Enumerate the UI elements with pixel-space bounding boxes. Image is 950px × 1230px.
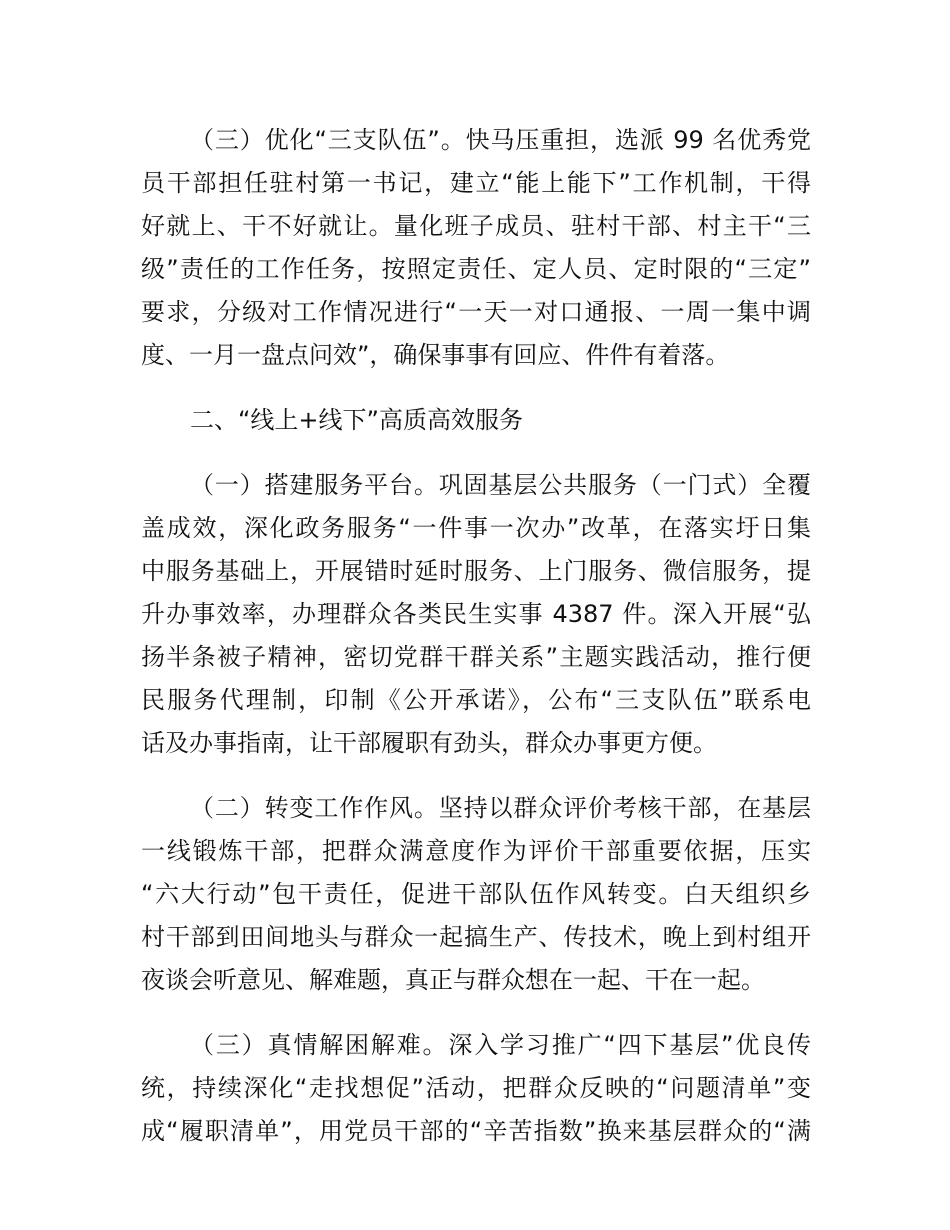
text-line: 升办事效率，办理群众各类民生实事 4387 件。深入开展“弘 [141, 600, 811, 628]
text-line: 盖成效，深化政务服务“一件事一次办”改革，在落实圩日集 [141, 514, 811, 542]
text-line: “六大行动”包干责任，促进干部队伍作风转变。白天组织乡 [141, 880, 811, 908]
text-line: 中服务基础上，开展错时延时服务、上门服务、微信服务，提 [141, 557, 811, 585]
document-body [141, 119, 811, 1153]
text-line: 村干部到田间地头与群众一起搞生产、传技术，晚上到村组开 [141, 923, 811, 951]
text-line: 一线锻炼干部，把群众满意度作为评价干部重要依据，压实 [141, 837, 811, 865]
text-line: 扬半条被子精神，密切党群干群关系”主题实践活动，推行便 [141, 643, 811, 671]
text-line: （一）搭建服务平台。巩固基层公共服务（一门式）全覆 [190, 471, 811, 499]
paragraph-service-platform [141, 464, 811, 765]
text-line: 民服务代理制，印制《公开承诺》，公布“三支队伍”联系电 [141, 686, 811, 714]
section-heading-online-offline [141, 399, 811, 442]
text-line: 夜谈会听意见、解难题，真正与群众想在一起、干在一起。 [141, 966, 765, 994]
text-line: （二）转变工作作风。坚持以群众评价考核干部，在基层 [190, 794, 811, 822]
text-line: 话及办事指南，让干部履职有劲头，群众办事更方便。 [141, 729, 717, 757]
text-line: 成“履职清单”，用党员干部的“辛苦指数”换来基层群众的“满 [141, 1117, 811, 1145]
text-line: （三）优化“三支队伍”。快马压重担，选派 99 名优秀党 [190, 126, 811, 154]
text-line: 员干部担任驻村第一书记，建立“能上能下”工作机制，干得 [141, 169, 811, 197]
paragraph-optimize-three-teams [141, 119, 811, 377]
paragraph-solve-difficulties [141, 1024, 811, 1153]
text-line: 要求，分级对工作情况进行“一天一对口通报、一周一集中调 [141, 298, 811, 326]
text-line: 好就上、干不好就让。量化班子成员、驻村干部、村主干“三 [141, 212, 811, 240]
text-line: （三）真情解困解难。深入学习推广“四下基层”优良传 [190, 1031, 811, 1059]
paragraph-work-style [141, 787, 811, 1002]
text-line: 统，持续深化“走找想促”活动，把群众反映的“问题清单”变 [141, 1074, 811, 1102]
text-line: 度、一月一盘点问效”，确保事事有回应、件件有着落。 [141, 341, 730, 369]
section-heading: 二、“线上+线下”高质高效服务 [190, 406, 523, 434]
text-line: 级”责任的工作任务，按照定责任、定人员、定时限的“三定” [141, 255, 811, 283]
